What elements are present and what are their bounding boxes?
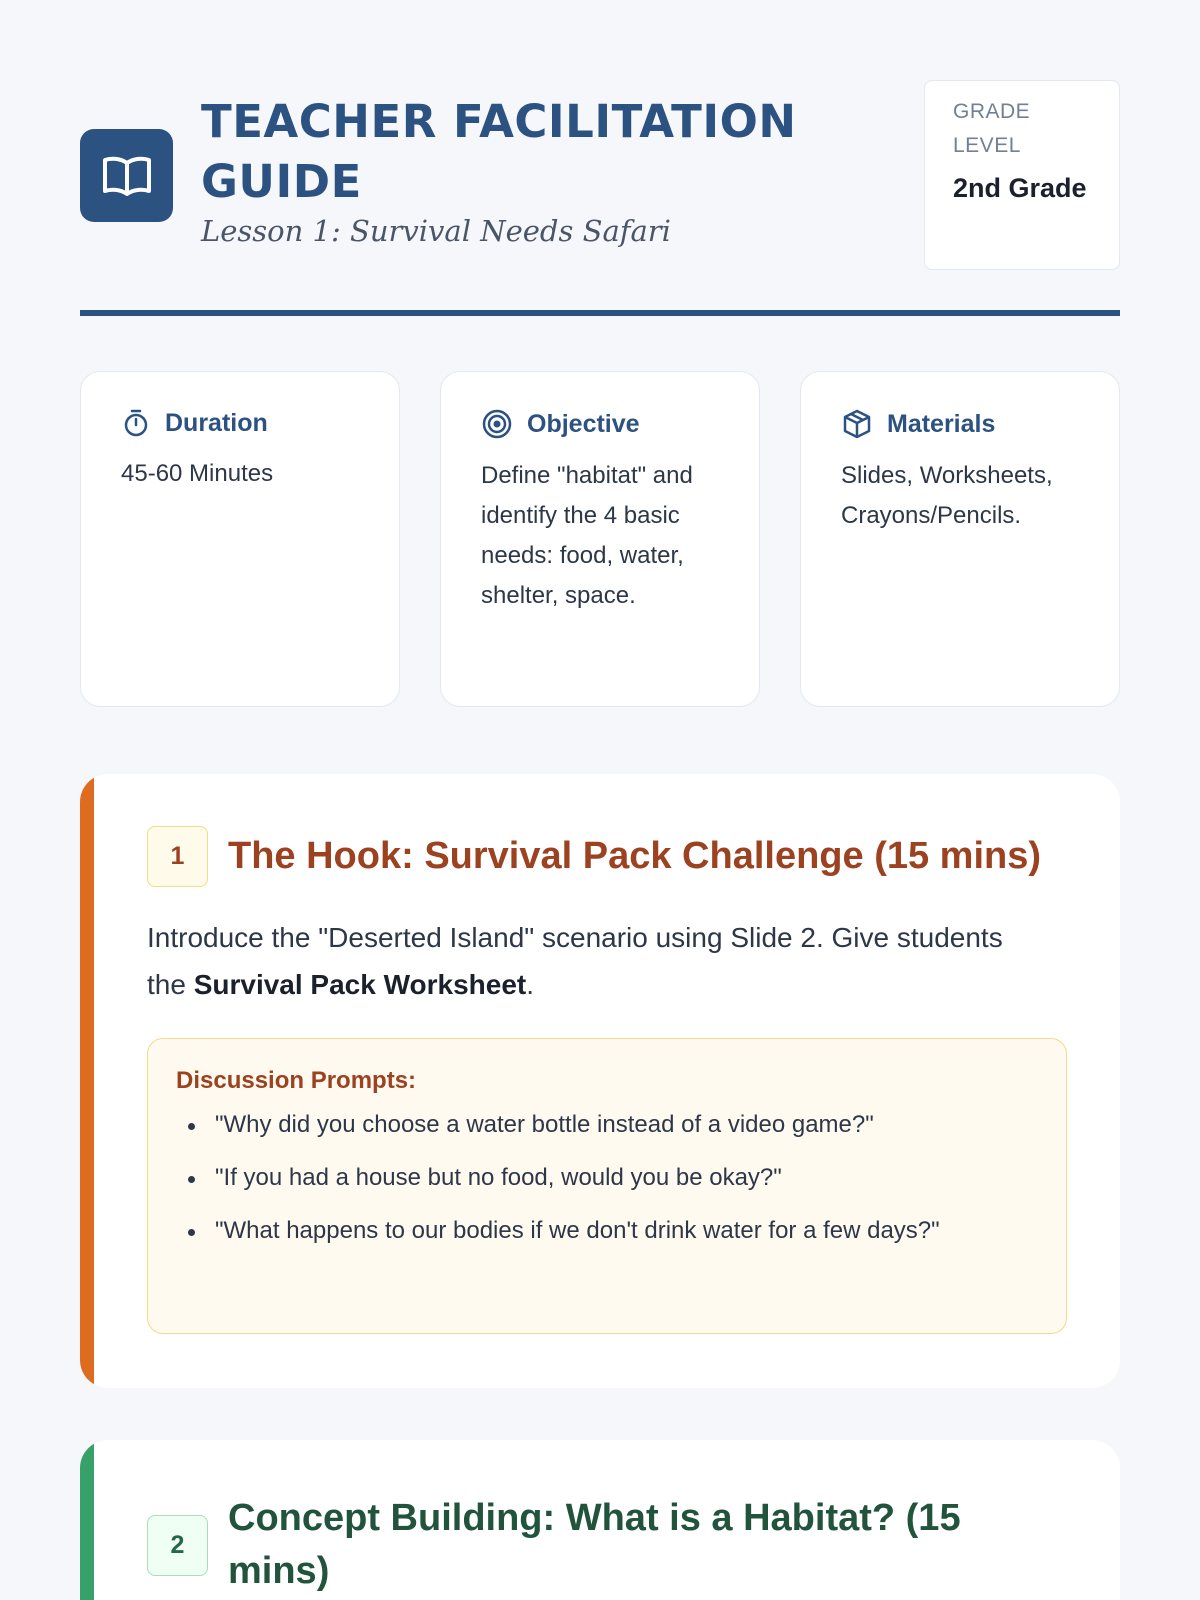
section-accent-bar [80,1440,94,1600]
stopwatch-icon [121,408,151,438]
list-item: "If you had a house but no food, would you be okay?" [188,1158,968,1198]
section-concept-building [80,1440,1120,1600]
guide-page [80,80,1120,1592]
objective-title: Objective [527,409,640,438]
section-number-badge: 1 [147,826,208,887]
duration-card [80,371,400,707]
section-header [147,1492,1008,1598]
logo [80,129,173,222]
header-divider [80,310,1120,316]
grade-label: GRADE LEVEL [953,100,1031,157]
description-end: . [526,969,535,1000]
title-block [201,92,861,248]
list-item: "Why did you choose a water bottle instead of a video game?" [188,1105,968,1145]
open-book-icon [102,155,152,197]
materials-text: Slides, Worksheets, Crayons/Pencils. [841,462,1053,529]
section-title: The Hook: Survival Pack Challenge (15 mins) [228,835,1042,877]
grade-level-box [924,80,1120,270]
materials-title: Materials [887,409,996,438]
section-accent-bar [80,774,94,1388]
prompts-title: Discussion Prompts: [176,1067,417,1094]
description-text: Introduce the "Deserted Island" scenario using Slide 2. Give students the [147,922,1003,1000]
materials-card [800,371,1120,707]
section-number-badge: 2 [147,1515,208,1576]
duration-title: Duration [165,408,268,437]
grade-value: 2nd Grade [953,173,1087,203]
section-title: Concept Building: What is a Habitat? (15 mins) [228,1497,961,1592]
target-icon [481,408,513,440]
prompts-list [176,1105,1038,1251]
discussion-prompts-box [147,1038,1067,1334]
worksheet-name: Survival Pack Worksheet [193,969,527,1000]
guide-header [80,80,1120,312]
box-icon [841,408,873,440]
duration-text: 45-60 Minutes [121,460,274,487]
section-description [147,914,1007,1008]
section-header [147,826,1041,887]
info-cards [80,371,1120,707]
list-item: "What happens to our bodies if we don't drink water for a few days?" [188,1211,968,1251]
section-hook [80,774,1120,1388]
objective-text: Define "habitat" and identify the 4 basic needs: food, water, shelter, space. [481,462,693,609]
lesson-subtitle: Lesson 1: Survival Needs Safari [201,214,671,248]
objective-card [440,371,760,707]
page-title: TEACHER FACILITATION GUIDE [201,95,797,208]
